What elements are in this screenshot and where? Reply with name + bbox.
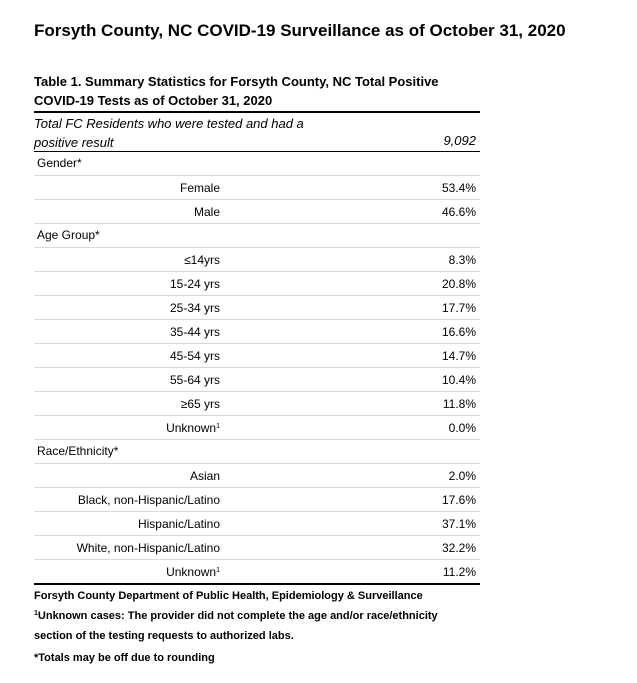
row-label: 15-24 yrs xyxy=(169,277,220,291)
table-row xyxy=(34,248,480,272)
table-caption xyxy=(34,72,480,113)
row-label: 45-54 yrs xyxy=(169,349,220,363)
total-positive-row xyxy=(34,113,480,152)
table-row xyxy=(34,488,480,512)
summary-table xyxy=(34,72,480,668)
row-label: 25-34 yrs xyxy=(169,301,220,315)
row-value: 0.0% xyxy=(448,421,476,435)
row-label: ≥65 yrs xyxy=(180,397,220,411)
source-note: Forsyth County Department of Public Health, Epidemiology & Surveillance xyxy=(34,590,423,602)
row-label: Black, non-Hispanic/Latino xyxy=(77,493,220,507)
table-row xyxy=(34,296,480,320)
row-value: 20.8% xyxy=(441,277,476,291)
table-row xyxy=(34,272,480,296)
row-value: 17.7% xyxy=(441,301,476,315)
table-row xyxy=(34,176,480,200)
row-value: 32.2% xyxy=(441,541,476,555)
row-value: 16.6% xyxy=(441,325,476,339)
table-caption-line-1: Table 1. Summary Statistics for Forsyth County, NC Total Positive xyxy=(34,74,439,89)
row-value: 11.8% xyxy=(442,397,476,411)
row-label-text: Unknown xyxy=(166,565,217,579)
table-row xyxy=(34,344,480,368)
section-header-gender: Gender* xyxy=(34,152,480,176)
table-row xyxy=(34,200,480,224)
table-row xyxy=(34,464,480,488)
row-label: Female xyxy=(179,181,220,195)
row-label xyxy=(166,560,220,585)
table-row xyxy=(34,416,480,440)
page-title: Forsyth County, NC COVID-19 Surveillance as of October 31, 2020 xyxy=(34,21,566,40)
row-label: Hispanic/Latino xyxy=(137,517,220,531)
total-label-line-2: positive result xyxy=(34,135,114,150)
row-label xyxy=(166,416,220,441)
table-row xyxy=(34,512,480,536)
section-header-race-ethnicity: Race/Ethnicity* xyxy=(34,440,480,464)
row-value: 11.2% xyxy=(442,565,476,579)
footnotes xyxy=(34,585,480,668)
unknown-note-line-1: Unknown cases: The provider did not complete the age and/or race/ethnicity xyxy=(37,610,438,622)
row-value: 37.1% xyxy=(441,517,476,531)
table-row xyxy=(34,368,480,392)
row-value: 46.6% xyxy=(441,205,476,219)
row-value: 53.4% xyxy=(441,181,476,195)
footnote-marker: 1 xyxy=(216,567,220,574)
row-label-text: Unknown xyxy=(166,421,217,435)
row-label: White, non-Hispanic/Latino xyxy=(76,541,220,555)
table-row xyxy=(34,536,480,560)
unknown-note-line-2: section of the testing requests to authorized labs. xyxy=(34,630,294,642)
row-label: Asian xyxy=(189,469,220,483)
total-positive-value: 9,092 xyxy=(443,133,476,148)
rounding-note: *Totals may be off due to rounding xyxy=(34,652,215,664)
section-header-age-group: Age Group* xyxy=(34,224,480,248)
row-value: 14.7% xyxy=(441,349,476,363)
table-row xyxy=(34,320,480,344)
row-value: 2.0% xyxy=(448,469,476,483)
row-value: 17.6% xyxy=(441,493,476,507)
row-label: ≤14yrs xyxy=(184,253,220,267)
total-positive-label xyxy=(34,114,304,152)
row-value: 8.3% xyxy=(448,253,476,267)
table-row xyxy=(34,560,480,585)
unknown-note xyxy=(34,606,480,626)
row-label: Male xyxy=(193,205,220,219)
footnote-marker: 1 xyxy=(34,610,38,617)
row-value: 10.4% xyxy=(441,373,476,387)
footnote-marker: 1 xyxy=(216,423,220,430)
total-label-line-1: Total FC Residents who were tested and had a xyxy=(34,116,304,131)
row-label: 35-44 yrs xyxy=(169,325,220,339)
row-label: 55-64 yrs xyxy=(169,373,220,387)
table-caption-line-2: COVID-19 Tests as of October 31, 2020 xyxy=(34,91,480,113)
table-row xyxy=(34,392,480,416)
